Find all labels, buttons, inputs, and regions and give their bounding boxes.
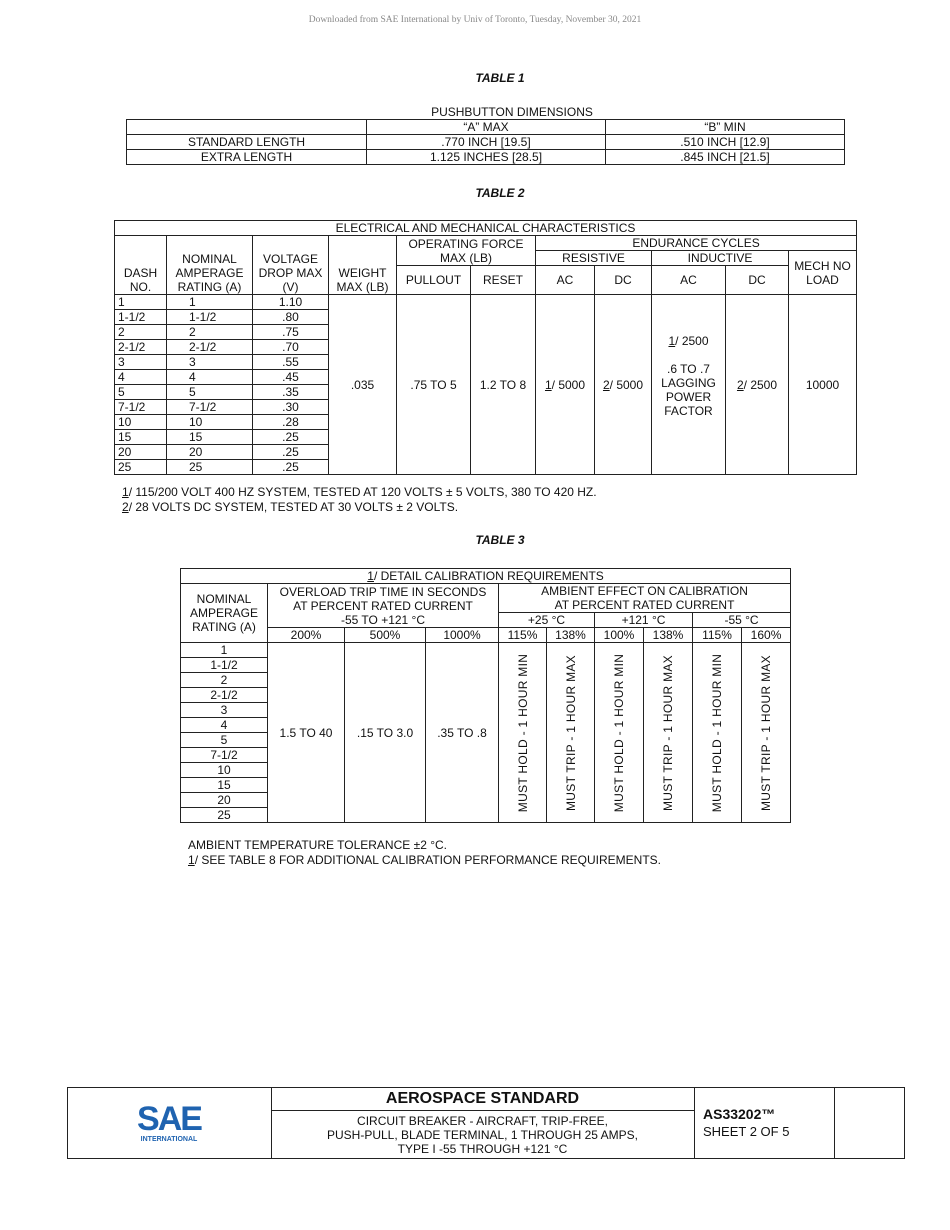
table2-header-voltage: VOLTAGE DROP MAX (V) bbox=[253, 236, 329, 295]
table3-header-p138b: 138% bbox=[644, 628, 693, 643]
table3-overload-line3: -55 TO +121 °C bbox=[340, 612, 426, 627]
table2-header-res-ac: AC bbox=[536, 266, 595, 295]
table2-header-res-dc: DC bbox=[595, 266, 652, 295]
sae-logo-subtext: INTERNATIONAL bbox=[140, 1136, 198, 1143]
table2-mech: 10000 bbox=[789, 295, 857, 475]
table3-trip-m55 bbox=[742, 643, 791, 823]
table2-amp: 1-1/2 bbox=[167, 310, 253, 325]
table3-v500: .15 TO 3.0 bbox=[345, 643, 426, 823]
table2-amp: 20 bbox=[167, 445, 253, 460]
download-notice: Downloaded from SAE International by Univ of Toronto, Tuesday, November 30, 2021 bbox=[308, 15, 642, 25]
table3-rating: 3 bbox=[181, 703, 268, 718]
table3-trip-text: MUST TRIP - 1 HOUR MAX bbox=[759, 654, 774, 811]
table2-ind-ac-value: / 2500 bbox=[675, 333, 709, 348]
table3-header-p100: 100% bbox=[595, 628, 644, 643]
table2-vd: .28 bbox=[253, 415, 329, 430]
table1-cell: .510 INCH [12.9] bbox=[606, 135, 845, 150]
table1-cell: .770 INCH [19.5] bbox=[367, 135, 606, 150]
table2-amp: 2-1/2 bbox=[167, 340, 253, 355]
table2-ind-dc bbox=[726, 295, 789, 475]
table2-ind-dc-value: / 2500 bbox=[743, 377, 778, 392]
table3-v200: 1.5 TO 40 bbox=[268, 643, 345, 823]
table3-trip-25 bbox=[547, 643, 595, 823]
table3-rating: 7-1/2 bbox=[181, 748, 268, 763]
table2 bbox=[114, 220, 857, 475]
table3-hold-m55 bbox=[693, 643, 742, 823]
table2-amp: 7-1/2 bbox=[167, 400, 253, 415]
table2-res-dc bbox=[595, 295, 652, 475]
footnote-mark: 2 bbox=[122, 500, 129, 514]
table1-col-a: “A” MAX bbox=[367, 120, 606, 135]
table2-amp: 1 bbox=[167, 295, 253, 310]
table2-caption: ELECTRICAL AND MECHANICAL CHARACTERISTICS bbox=[115, 221, 857, 236]
table2-ind-ac bbox=[652, 295, 726, 475]
table2-vd: .25 bbox=[253, 430, 329, 445]
table1-row-label: EXTRA LENGTH bbox=[127, 150, 367, 165]
table3-rating: 2-1/2 bbox=[181, 688, 268, 703]
table2-dash: 2-1/2 bbox=[115, 340, 167, 355]
table3-header-tm55: -55 °C bbox=[693, 613, 791, 628]
table3-caption-text: / DETAIL CALIBRATION REQUIREMENTS bbox=[373, 569, 604, 583]
table2-header-nominal: NOMINAL AMPERAGE RATING (A) bbox=[167, 236, 253, 295]
table2-dash: 1 bbox=[115, 295, 167, 310]
table3-rating: 20 bbox=[181, 793, 268, 808]
table1-corner bbox=[127, 120, 367, 135]
table3-rating: 4 bbox=[181, 718, 268, 733]
table3-rating: 15 bbox=[181, 778, 268, 793]
table3-title: TABLE 3 bbox=[475, 533, 525, 547]
table2-header-endurance: ENDURANCE CYCLES bbox=[536, 236, 857, 251]
table2-dash: 20 bbox=[115, 445, 167, 460]
table3-hold-25 bbox=[499, 643, 547, 823]
table1-cell: .845 INCH [21.5] bbox=[606, 150, 845, 165]
table2-vd: .55 bbox=[253, 355, 329, 370]
table1-cell: 1.125 INCHES [28.5] bbox=[367, 150, 606, 165]
table2-header-weight: WEIGHT MAX (LB) bbox=[329, 236, 397, 295]
table3-note-2-text: / SEE TABLE 8 FOR ADDITIONAL CALIBRATION PERFORMANCE REQUIREMENTS. bbox=[194, 853, 661, 867]
table3-overload-line1: OVERLOAD TRIP TIME IN SECONDS bbox=[279, 584, 487, 599]
sae-logo bbox=[68, 1088, 271, 1158]
table2-header-ind-dc: DC bbox=[726, 266, 789, 295]
table2-dash: 7-1/2 bbox=[115, 400, 167, 415]
footnote-mark: 1 bbox=[668, 333, 676, 348]
table3-v1000: .35 TO .8 bbox=[426, 643, 499, 823]
table3-note-1: AMBIENT TEMPERATURE TOLERANCE ±2 °C. bbox=[188, 838, 447, 852]
table3-header-p115a: 115% bbox=[499, 628, 547, 643]
footnote-mark: 1 bbox=[367, 569, 374, 583]
table3-ambient-line1: AMBIENT EFFECT ON CALIBRATION bbox=[541, 584, 748, 598]
table2-amp: 3 bbox=[167, 355, 253, 370]
table2-res-ac-value: / 5000 bbox=[551, 377, 586, 392]
table2-dash: 4 bbox=[115, 370, 167, 385]
standard-title: AEROSPACE STANDARD bbox=[271, 1088, 694, 1111]
table3-header-t25: +25 °C bbox=[499, 613, 595, 628]
title-block bbox=[67, 1087, 905, 1159]
table2-dash: 3 bbox=[115, 355, 167, 370]
table2-note-1-text: / 115/200 VOLT 400 HZ SYSTEM, TESTED AT 120 VOLTS ± 5 VOLTS, 380 TO 420 HZ. bbox=[128, 485, 597, 499]
footnote-mark: 2 bbox=[736, 377, 744, 392]
table2-ind-ac-power: POWER bbox=[665, 389, 712, 404]
sae-logo-cell bbox=[68, 1088, 272, 1158]
table3-rating: 2 bbox=[181, 673, 268, 688]
table2-dash: 5 bbox=[115, 385, 167, 400]
table3-header-t121: +121 °C bbox=[595, 613, 693, 628]
table2-amp: 25 bbox=[167, 460, 253, 475]
table2-header-resistive: RESISTIVE bbox=[536, 251, 652, 266]
table3-rating: 1-1/2 bbox=[181, 658, 268, 673]
table2-amp: 5 bbox=[167, 385, 253, 400]
table3-header-p115b: 115% bbox=[693, 628, 742, 643]
table3-header-p138a: 138% bbox=[547, 628, 595, 643]
table2-weight: .035 bbox=[329, 295, 397, 475]
table2-notes bbox=[122, 485, 597, 515]
table3-trip-text: MUST TRIP - 1 HOUR MAX bbox=[661, 654, 675, 811]
footnote-mark: 2 bbox=[602, 377, 610, 392]
table2-header-dash: DASH NO. bbox=[115, 236, 167, 295]
table3-header-p500: 500% bbox=[345, 628, 426, 643]
table2-pullout: .75 TO 5 bbox=[397, 295, 471, 475]
table2-header-reset: RESET bbox=[471, 266, 536, 295]
table2-vd: .70 bbox=[253, 340, 329, 355]
sheet-number: SHEET 2 OF 5 bbox=[703, 1124, 790, 1139]
table2-vd: .80 bbox=[253, 310, 329, 325]
table3-note-2 bbox=[188, 853, 661, 868]
table3-header-p160: 160% bbox=[742, 628, 791, 643]
table2-dash: 1-1/2 bbox=[115, 310, 167, 325]
table1-caption: PUSHBUTTON DIMENSIONS bbox=[431, 105, 593, 119]
table2-vd: .75 bbox=[253, 325, 329, 340]
table3-header-p1000: 1000% bbox=[426, 628, 499, 643]
document-number-cell bbox=[694, 1088, 835, 1158]
table2-note-2-text: / 28 VOLTS DC SYSTEM, TESTED AT 30 VOLTS ± 2 VOLTS. bbox=[128, 500, 459, 514]
table2-reset: 1.2 TO 8 bbox=[471, 295, 536, 475]
table3-rating: 5 bbox=[181, 733, 268, 748]
table2-vd: 1.10 bbox=[253, 295, 329, 310]
table3-rating: 1 bbox=[181, 643, 268, 658]
table2-dash: 2 bbox=[115, 325, 167, 340]
description-line-1: CIRCUIT BREAKER - AIRCRAFT, TRIP-FREE, bbox=[357, 1114, 608, 1128]
table2-dash: 25 bbox=[115, 460, 167, 475]
table1-title: TABLE 1 bbox=[475, 71, 525, 85]
table2-res-dc-value: / 5000 bbox=[609, 377, 644, 392]
table3-caption bbox=[181, 569, 791, 584]
description-line-3: TYPE I -55 THROUGH +121 °C bbox=[397, 1142, 568, 1156]
table2-vd: .45 bbox=[253, 370, 329, 385]
table3-trip-text: MUST TRIP - 1 HOUR MAX bbox=[563, 654, 578, 811]
table2-amp: 15 bbox=[167, 430, 253, 445]
table2-vd: .25 bbox=[253, 445, 329, 460]
sae-logo-text: SAE bbox=[137, 1100, 201, 1138]
table3-hold-121 bbox=[595, 643, 644, 823]
table3-hold-text: MUST HOLD - 1 HOUR MIN bbox=[515, 653, 530, 812]
table2-header-pullout: PULLOUT bbox=[397, 266, 471, 295]
table3-rating: 10 bbox=[181, 763, 268, 778]
table2-vd: .35 bbox=[253, 385, 329, 400]
document-number: AS33202™ bbox=[703, 1106, 776, 1122]
table1-col-b: “B” MIN bbox=[606, 120, 845, 135]
footnote-mark: 1 bbox=[188, 853, 195, 867]
title-block-description bbox=[271, 1088, 695, 1158]
table2-ind-ac-factor: FACTOR bbox=[664, 403, 713, 418]
table2-dash: 15 bbox=[115, 430, 167, 445]
table3-header-overload bbox=[268, 584, 499, 628]
table1-row-label: STANDARD LENGTH bbox=[127, 135, 367, 150]
table2-ind-ac-lagging: LAGGING bbox=[661, 375, 716, 390]
table3-hold-text: MUST HOLD - 1 HOUR MIN bbox=[710, 653, 724, 812]
table2-title: TABLE 2 bbox=[475, 186, 525, 200]
description-line-2: PUSH-PULL, BLADE TERMINAL, 1 THROUGH 25 AMPS, bbox=[327, 1128, 638, 1142]
table2-header-ind-ac: AC bbox=[652, 266, 726, 295]
table3-header-nominal: NOMINAL AMPERAGE RATING (A) bbox=[181, 584, 268, 643]
table2-note-2 bbox=[122, 500, 597, 515]
table2-dash: 10 bbox=[115, 415, 167, 430]
table2-vd: .30 bbox=[253, 400, 329, 415]
table3-overload-line2: AT PERCENT RATED CURRENT bbox=[293, 598, 473, 613]
table3 bbox=[180, 568, 791, 823]
table1 bbox=[126, 119, 845, 165]
table3-ambient-line2: AT PERCENT RATED CURRENT bbox=[554, 598, 735, 612]
table3-hold-text: MUST HOLD - 1 HOUR MIN bbox=[612, 653, 626, 812]
table2-header-inductive: INDUCTIVE bbox=[652, 251, 789, 266]
table3-trip-121 bbox=[644, 643, 693, 823]
table3-header-ambient bbox=[499, 584, 791, 613]
footnote-mark: 1 bbox=[544, 377, 552, 392]
table2-header-opforce: OPERATING FORCE MAX (LB) bbox=[397, 236, 536, 266]
table3-rating: 25 bbox=[181, 808, 268, 823]
table2-amp: 2 bbox=[167, 325, 253, 340]
table2-ind-ac-pf: .6 TO .7 bbox=[667, 361, 710, 376]
table2-amp: 4 bbox=[167, 370, 253, 385]
table3-notes bbox=[188, 838, 661, 868]
table3-header-p200: 200% bbox=[268, 628, 345, 643]
table2-vd: .25 bbox=[253, 460, 329, 475]
footnote-mark: 1 bbox=[122, 485, 129, 499]
table2-res-ac bbox=[536, 295, 595, 475]
table2-amp: 10 bbox=[167, 415, 253, 430]
table2-note-1 bbox=[122, 485, 597, 500]
table2-header-mech: MECH NO LOAD bbox=[789, 251, 857, 295]
